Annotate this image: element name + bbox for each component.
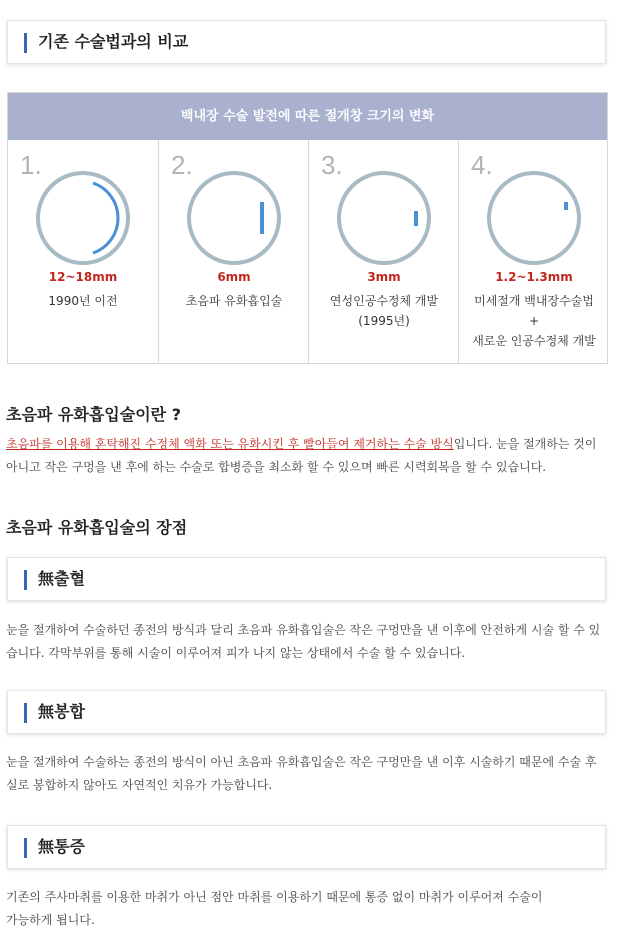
compare-section-header (7, 20, 606, 64)
section-accent-bar (24, 33, 27, 53)
incision-size: 12~18mm (48, 270, 118, 284)
eye-incision-diagram (334, 168, 434, 268)
advantages-title: 초음파 유화흡입술의 장점 (6, 518, 188, 537)
description-line: 1990년 이전 (48, 294, 118, 308)
comparison-column-4 (458, 140, 609, 363)
compare-section-title: 기존 수술법과의 비교 (38, 32, 189, 51)
eye-ring (189, 173, 279, 263)
advantage-text-pain (6, 886, 610, 932)
eye-ring (38, 173, 128, 263)
column-number: 2. (171, 150, 193, 180)
comparison-column-3 (308, 140, 459, 363)
eye-incision-diagram (33, 168, 133, 268)
incision-size: 3mm (367, 270, 401, 284)
advantage-header-bleeding (7, 557, 606, 601)
comparison-banner: 백내장 수술 발전에 따른 절개창 크기의 변화 (8, 93, 607, 140)
section-accent-bar (24, 570, 27, 590)
eye-incision-diagram (484, 168, 584, 268)
text-line: 기존의 주사마취를 이용한 마취가 아닌 점안 마취를 이용하기 때문에 통증 없이 마취가 이루어져 수술이 (6, 890, 543, 904)
incision-description (8, 291, 158, 311)
intro-text: 입니다. 눈을 절개하는 것이 아니고 작은 구멍을 낸 후에 하는 수술로 합병증을 최소화 할 수 있으며 빠른 시력회복을 할 수 있습니다. (6, 437, 597, 474)
incision-size: 1.2~1.3mm (495, 270, 573, 284)
description-line: 새로운 인공수정체 개발 (472, 334, 596, 348)
text-line: 가능하게 됩니다. (6, 913, 95, 927)
comparison-columns (8, 140, 607, 363)
eye-ring (489, 173, 579, 263)
column-number: 4. (471, 150, 493, 180)
column-number: 1. (20, 150, 42, 180)
description-line: + (528, 314, 540, 328)
incision-description (309, 291, 459, 331)
comparison-column-1 (8, 140, 158, 363)
incision-mark (93, 183, 118, 253)
incision-size: 6mm (217, 270, 251, 284)
advantage-header-pain (7, 825, 606, 869)
intro-highlight: 초음파를 이용해 혼탁해진 수정체 액화 또는 유화시킨 후 빨아들여 제거하는 수술 방식 (6, 437, 454, 451)
incision-description (159, 291, 309, 311)
description-line: 미세절개 백내장수술법 (474, 294, 594, 308)
advantage-text-bleeding: 눈을 절개하여 수술하던 종전의 방식과 달리 초음파 유화흡입술은 작은 구멍만을 낸 이후에 안전하게 시술 할 수 있습니다. 각막부위를 통해 시술이 이루어져 피가 나지 않는 상태에서 수술 할 수 있습니다. (6, 623, 601, 660)
advantage-title: 無출혈 (38, 569, 85, 588)
section-accent-bar (24, 838, 27, 858)
description-line: (1995년) (358, 314, 410, 328)
column-number: 3. (321, 150, 343, 180)
incision-comparison-table (7, 92, 608, 364)
advantage-title: 無통증 (38, 837, 85, 856)
intro-paragraph (6, 433, 610, 479)
advantage-header-suture (7, 690, 606, 734)
advantage-title: 無봉합 (38, 702, 85, 721)
comparison-column-2 (158, 140, 309, 363)
section-accent-bar (24, 703, 27, 723)
description-line: 연성인공수정체 개발 (329, 294, 439, 308)
eye-incision-diagram (184, 168, 284, 268)
description-line: 초음파 유화흡입술 (185, 294, 283, 308)
intro-title: 초음파 유화흡입술이란 ? (6, 405, 181, 424)
incision-description (459, 291, 609, 351)
advantage-text-suture: 눈을 절개하여 수술하는 종전의 방식이 아닌 초음파 유화흡입술은 작은 구멍만을 낸 이후 시술하기 때문에 수술 후 실로 봉합하지 않아도 자연적인 치유가 가능합니다. (6, 755, 597, 792)
